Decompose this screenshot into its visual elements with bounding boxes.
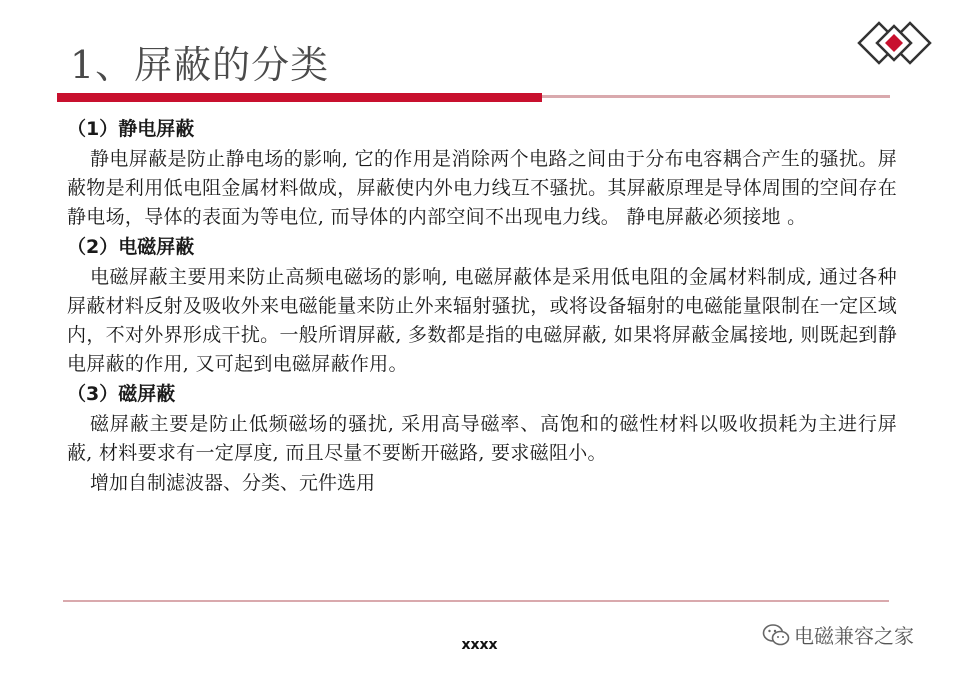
section-heading-electrostatic: （1）静电屏蔽 — [67, 118, 195, 140]
diamond-logo-icon — [853, 12, 937, 74]
section-body-magnetic: 磁屏蔽主要是防止低频磁场的骚扰, 采用高导磁率、高饱和的磁性材料以吸收损耗为主进行屏蔽, 材料要求有一定厚度, 而且尽量不要断开磁路, 要求磁阻小。 — [67, 413, 897, 464]
watermark-text: 电磁兼容之家 — [794, 624, 914, 648]
content-body — [67, 114, 897, 499]
footer-rule — [63, 600, 889, 602]
section-body-electromagnetic: 电磁屏蔽主要用来防止高频电磁场的影响, 电磁屏蔽体是采用低电阻的金属材料制成, 通过各种屏蔽材料反射及吸收外来电磁能量来防止外来辐射骚扰，或将设备辐射的电磁能量限制在一定区域内，不对外界形成干扰。一般所谓屏蔽, 多数都是指的电磁屏蔽, 如果将屏蔽金属接地, 则既起到静电屏蔽的作用, 又可起到电磁屏蔽作用。 — [67, 266, 897, 375]
extra-note: 增加自制滤波器、分类、元件选用 — [90, 472, 376, 494]
title-underline-accent — [57, 93, 542, 102]
section-body-electrostatic: 静电屏蔽是防止静电场的影响, 它的作用是消除两个电路之间由于分布电容耦合产生的骚扰。屏蔽物是利用低电阻金属材料做成，屏蔽使内外电力线互不骚扰。其屏蔽原理是导体周围的空间存在静电场，导体的表面为等电位, 而导体的内部空间不出现电力线。 静电屏蔽必须接地 。 — [67, 148, 897, 228]
watermark — [762, 620, 914, 649]
wechat-icon — [762, 623, 790, 647]
slide-title: 1、屏蔽的分类 — [70, 43, 330, 87]
section-heading-magnetic: （3）磁屏蔽 — [67, 383, 176, 405]
title-underline-rule — [542, 95, 890, 98]
footer-label: xxxx — [461, 637, 498, 653]
section-heading-electromagnetic: （2）电磁屏蔽 — [67, 236, 195, 258]
